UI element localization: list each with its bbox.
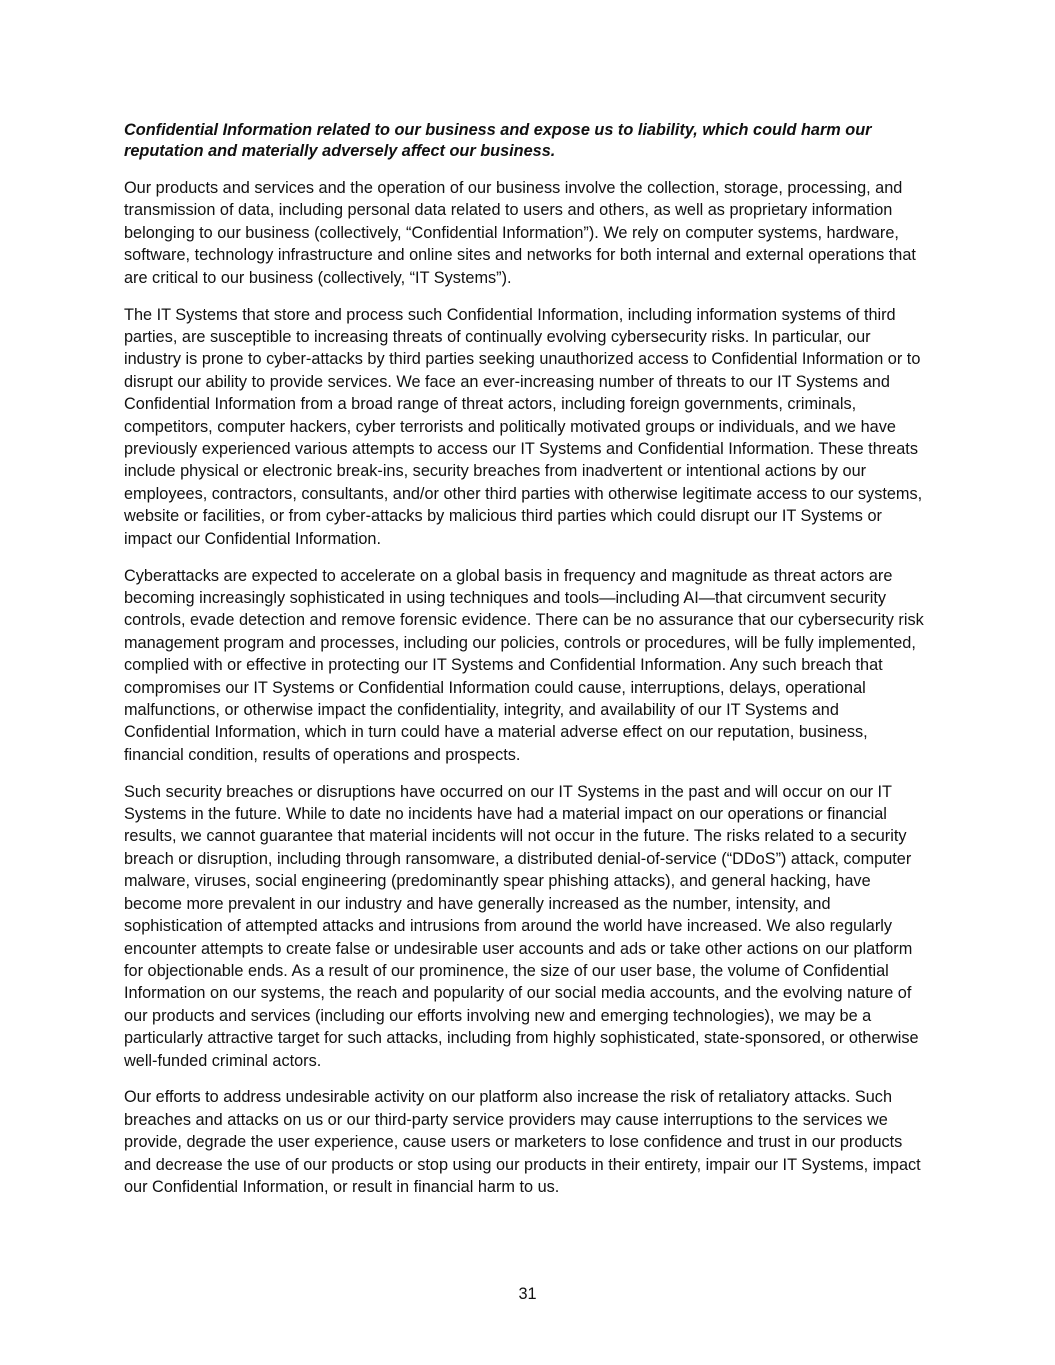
- paragraph-security-breaches: Such security breaches or disruptions have occurred on our IT Systems in the past and will occur on our IT Systems in the future. While to date no incidents have had a material impact on our operations or financial results, we cannot guarantee that material incidents will not occur in the future. The risks related to a security breach or disruption, including through ransomware, a distributed denial-of-service (“DDoS”) attack, computer malware, viruses, social engineering (predominantly spear phishing attacks), and general hacking, have become more prevalent in our industry and have generally increased as the number, intensity, and sophistication of attempted attacks and intrusions from around the world have increased. We also regularly encounter attempts to create false or undesirable user accounts and ads or take other actions on our platform for objectionable ends. As a result of our prominence, the size of our user base, the volume of Confidential Information on our systems, the reach and popularity of our social media accounts, and the evolving nature of our products and services (including our efforts involving new and emerging technologies), we may be a particularly attractive target for such attacks, including from highly sophisticated, state-sponsored, or otherwise well-funded criminal actors.: [124, 782, 919, 1070]
- paragraph-retaliatory-attacks: Our efforts to address undesirable activity on our platform also increase the risk of retaliatory attacks. Such breaches and attacks on us or our third-party service providers may cause interruptions to the services we provide, degrade the user experience, cause users or marketers to lose confidence and trust in our products and decrease the use of our products or stop using our products in their entirety, impair our IT Systems, impact our Confidential Information, or result in financial harm to us.: [124, 1088, 921, 1197]
- paragraph-it-systems-threats: The IT Systems that store and process such Confidential Information, including information systems of third parties, are susceptible to increasing threats of continually evolving cybersecurity risks. In particular, our industry is prone to cyber-attacks by third parties seeking unauthorized access to Confidential Information or to disrupt our ability to provide services. We face an ever-increasing number of threats to our IT Systems and Confidential Information from a broad range of threat actors, including foreign governments, criminals, competitors, computer hackers, cyber terrorists and politically motivated groups or individuals, and we have previously experienced various attempts to access our IT Systems and Confidential Information. These threats include physical or electronic break-ins, security breaches from inadvertent or intentional actions by our employees, contractors, consultants, and/or other third parties with otherwise legitimate access to our systems, website or facilities, or from cyber-attacks by malicious third parties which could disrupt our IT Systems or impact our Confidential Information.: [124, 305, 923, 548]
- document-body: [124, 120, 928, 1213]
- paragraph-cyberattacks: Cyberattacks are expected to accelerate on a global basis in frequency and magnitude as threat actors are becoming increasingly sophisticated in using techniques and tools—including AI—that circumvent security controls, evade detection and remove forensic evidence. There can be no assurance that our cybersecurity risk management program and processes, including our policies, controls or procedures, will be fully implemented, complied with or effective in protecting our IT Systems and Confidential Information. Any such breach that compromises our IT Systems or Confidential Information could cause, interruptions, delays, operational malfunctions, or otherwise impact the confidentiality, integrity, and availability of our IT Systems and Confidential Information, which in turn could have a material adverse effect on our reputation, business, financial condition, results of operations and prospects.: [124, 566, 924, 764]
- paragraph-confidential-information: Our products and services and the operation of our business involve the collection, storage, processing, and transmission of data, including personal data related to users and others, as well as proprietary information belonging to our business (collectively, “Confidential Information”). We rely on computer systems, hardware, software, technology infrastructure and online sites and networks for both internal and external operations that are critical to our business (collectively, “IT Systems”).: [124, 179, 916, 287]
- section-heading: Confidential Information related to our business and expose us to liability, which could harm our reputation and materially adversely affect our business.: [124, 121, 872, 160]
- page-number: 31: [518, 1285, 537, 1303]
